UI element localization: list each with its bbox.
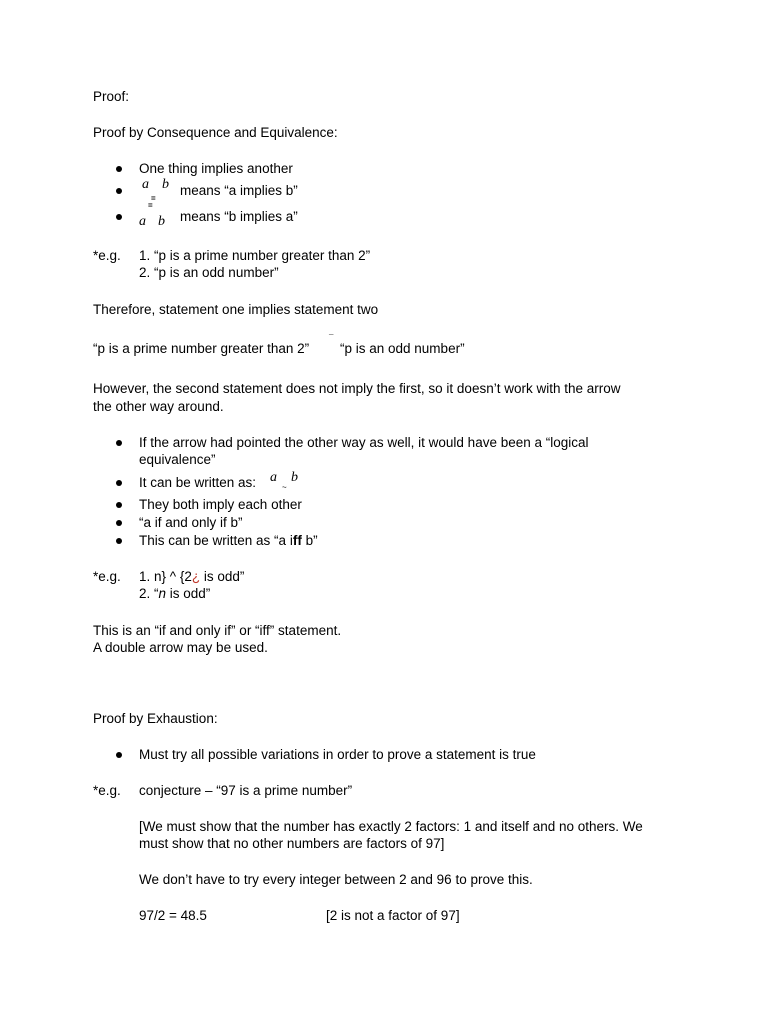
paragraph-line: A double arrow may be used. bbox=[93, 640, 268, 655]
list-item-continued: equivalence” bbox=[139, 452, 216, 467]
bullet-icon bbox=[116, 166, 122, 172]
math-symbol-b: b bbox=[162, 177, 169, 192]
paragraph-line: [We must show that the number has exactly 2 factors: 1 and itself and no others. We bbox=[139, 819, 643, 834]
example-line-2 bbox=[139, 585, 210, 603]
section-title-consequence: Proof by Consequence and Equivalence: bbox=[93, 125, 338, 140]
bullet-icon bbox=[116, 752, 122, 758]
bullet-icon bbox=[116, 214, 122, 220]
math-symbol-a: a bbox=[270, 470, 277, 485]
implied-by-arrow-mark: = bbox=[148, 201, 153, 210]
section-title-exhaustion: Proof by Exhaustion: bbox=[93, 711, 218, 726]
text-fragment: 2. “ bbox=[139, 586, 159, 601]
paragraph-line: We don’t have to try every integer between 2 and 96 to prove this. bbox=[139, 872, 533, 887]
iff-prefix: This can be written as “a i bbox=[139, 533, 293, 548]
example-label: *e.g. bbox=[93, 783, 121, 798]
calculation: 97/2 = 48.5 bbox=[139, 908, 207, 923]
example-line-1 bbox=[139, 568, 244, 586]
page-heading: Proof: bbox=[93, 89, 130, 104]
bullet-icon bbox=[116, 502, 122, 508]
list-item: means “a implies b” bbox=[180, 183, 298, 198]
therefore-text: Therefore, statement one implies statement two bbox=[93, 302, 379, 317]
example-label: *e.g. bbox=[93, 569, 121, 584]
list-item: If the arrow had pointed the other way as well, it would have been a “logical bbox=[139, 435, 589, 450]
implies-arrow-mark: = bbox=[151, 194, 156, 203]
paragraph-line: This is an “if and only if” or “iff” statement. bbox=[93, 623, 342, 638]
math-symbol-a: a bbox=[139, 214, 146, 229]
list-item bbox=[139, 532, 318, 550]
implication-left: “p is a prime number greater than 2” bbox=[93, 341, 310, 356]
conjecture-text: conjecture – “97 is a prime number” bbox=[139, 783, 353, 798]
paragraph-line: the other way around. bbox=[93, 399, 224, 414]
example-label: *e.g. bbox=[93, 248, 121, 263]
example-line-2: 2. “p is an odd number” bbox=[139, 265, 279, 280]
bullet-icon bbox=[116, 440, 122, 446]
formula-suffix: is odd” bbox=[200, 569, 245, 584]
math-symbol-a: a bbox=[142, 177, 149, 192]
implies-arrow-mark: ¯ bbox=[329, 334, 334, 343]
list-item: means “b implies a” bbox=[180, 209, 298, 224]
bullet-icon bbox=[116, 480, 122, 486]
variable-n: n bbox=[158, 586, 167, 601]
list-item: Must try all possible variations in order to prove a statement is true bbox=[139, 747, 536, 762]
example-line-1: 1. “p is a prime number greater than 2” bbox=[139, 248, 371, 263]
list-item: “a if and only if b” bbox=[139, 515, 243, 530]
math-symbol-b: b bbox=[158, 214, 165, 229]
bullet-icon bbox=[116, 520, 122, 526]
list-item: They both imply each other bbox=[139, 497, 302, 512]
list-item: It can be written as: bbox=[139, 475, 257, 490]
list-item: One thing implies another bbox=[139, 161, 293, 176]
bullet-icon bbox=[116, 188, 122, 194]
math-symbol-b: b bbox=[291, 470, 298, 485]
calculation-note: [2 is not a factor of 97] bbox=[326, 908, 460, 923]
bullet-icon bbox=[116, 538, 122, 544]
text-fragment: is odd” bbox=[166, 586, 211, 601]
paragraph-line: However, the second statement does not imply the first, so it doesn’t work with the arrow bbox=[93, 381, 621, 396]
implication-right: “p is an odd number” bbox=[340, 341, 465, 356]
iff-arrow-mark: ~ bbox=[282, 483, 287, 492]
formula-error-glyph: ¿ bbox=[191, 569, 201, 584]
iff-suffix: b” bbox=[301, 533, 318, 548]
iff-bold: ff bbox=[292, 533, 302, 548]
paragraph-line: must show that no other numbers are factors of 97] bbox=[139, 836, 445, 851]
formula-fragment: 1. n} ^ {2 bbox=[139, 569, 192, 584]
